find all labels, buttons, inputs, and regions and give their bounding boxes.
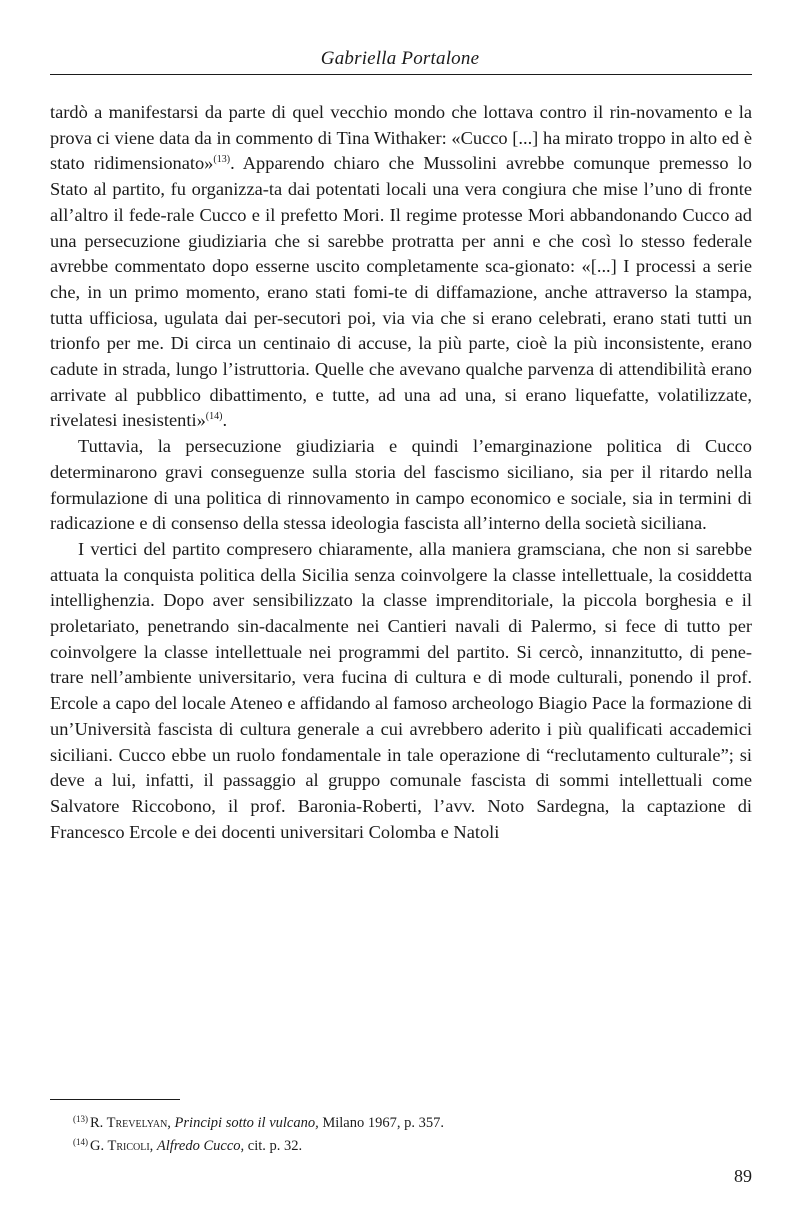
footnote-details: cit. p. 32.	[247, 1138, 303, 1154]
footnote-number: (13)	[73, 1114, 88, 1124]
footnote-ref-13[interactable]: (13)	[213, 154, 231, 166]
footnote-number: (14)	[73, 1137, 88, 1147]
page-number: 89	[734, 1166, 752, 1186]
paragraph-1-text-a: tardò a manifestarsi da parte di quel vecchio mondo che lottava contro il rin-novamento e la prova ci viene data da in commento di Tina Withaker: «Cucco [...] ha mirato troppo in alto ed è stato ridimensionato»	[50, 102, 752, 174]
footnote-title: Principi sotto il vulcano,	[174, 1115, 319, 1131]
footnote-14	[73, 1135, 753, 1158]
footnote-details: Milano 1967, p. 357.	[322, 1115, 444, 1131]
header-rule	[50, 74, 752, 75]
footnote-author: G. Tricoli,	[90, 1138, 154, 1154]
footnote-ref-14[interactable]: (14)	[205, 411, 223, 423]
paragraph-1-text-c: .	[222, 410, 228, 431]
body-text	[50, 100, 752, 845]
paragraph-1-text-b: . Apparendo chiaro che Mussolini avrebbe comunque premesso lo Stato al partito, fu organizza-ta dai potentati locali una vera congiura che mise l’uno di fronte all’altro il fede-rale Cucco e il prefetto Mori. Il regime protesse Mori abbandonando Cucco ad una persecuzione giudiziaria che si sarebbe protratta per anni e che così lo stesso federale avrebbe commentato dopo esserne uscito completamente sca-gionato: «[...] I processi a serie che, in un primo momento, erano stati fomi-te di diffamazione, anche attraverso la stampa, tutta ufficiosa, ugulata dai per-secutori poi, via via che si erano celebrati, erano stati tutti un trionfo per me. Di circa un centinaio di accuse, la più parte, cioè la più inconsistente, erano cadute in strada, lungo l’istruttoria. Quelle che avevano qualche parvenza di attendibilità erano arrivate al pubblico dibattimento, e tutte, ad una ad una, si erano liquefatte, volatilizzate, rivelatesi inesistenti»	[50, 153, 752, 431]
paragraph-3: I vertici del partito compresero chiaramente, alla maniera gramsciana, che non si sarebbe attuata la conquista politica della Sicilia senza coinvolgere la classe intellettuale, la cosiddetta intellighenzia. Dopo aver sensibilizzato la classe imprenditoriale, la piccola borghesia e il proletariato, penetrando sin-dacalmente nei Cantieri navali di Palermo, si fece di tutto per coinvolgere la classe intellettuale nei programmi del partito. Si cercò, innanzitutto, di pene-trare nell’ambiente universitario, vera fucina di cultura e di mode culturali, ponendo il prof. Ercole a capo del locale Ateneo e affidando al famoso archeologo Biagio Pace la formazione di un’Università fascista di cultura generale a cui avrebbero aderito i più qualificati accademici siciliani. Cucco ebbe un ruolo fondamentale in tale operazione di “reclutamento culturale”; si deve a lui, infatti, il passaggio al gruppo comunale fascista di sommi intellettuali come Salvatore Riccobono, il prof. Baronia-Roberti, l’avv. Noto Sardegna, la captazione di Francesco Ercole e dei docenti universitari Colomba e Natoli	[50, 538, 752, 842]
footnote-13	[73, 1112, 753, 1135]
footnote-author: R. Trevelyan,	[90, 1115, 171, 1131]
footnote-title: Alfredo Cucco,	[156, 1138, 245, 1154]
footnotes	[73, 1112, 753, 1158]
paragraph-1	[50, 100, 752, 434]
running-header: Gabriella Portalone	[320, 48, 480, 69]
paragraph-2: Tuttavia, la persecuzione giudiziaria e quindi l’emarginazione politica di Cucco determinarono gravi conseguenze sulla storia del fascismo siciliano, sia per il ritardo nella formulazione di una politica di rinnovamento in campo economico e sociale, sia in termini di radicazione e di consenso della stessa ideologia fascista all’interno della società siciliana.	[50, 436, 752, 534]
footnote-separator	[50, 1099, 180, 1100]
